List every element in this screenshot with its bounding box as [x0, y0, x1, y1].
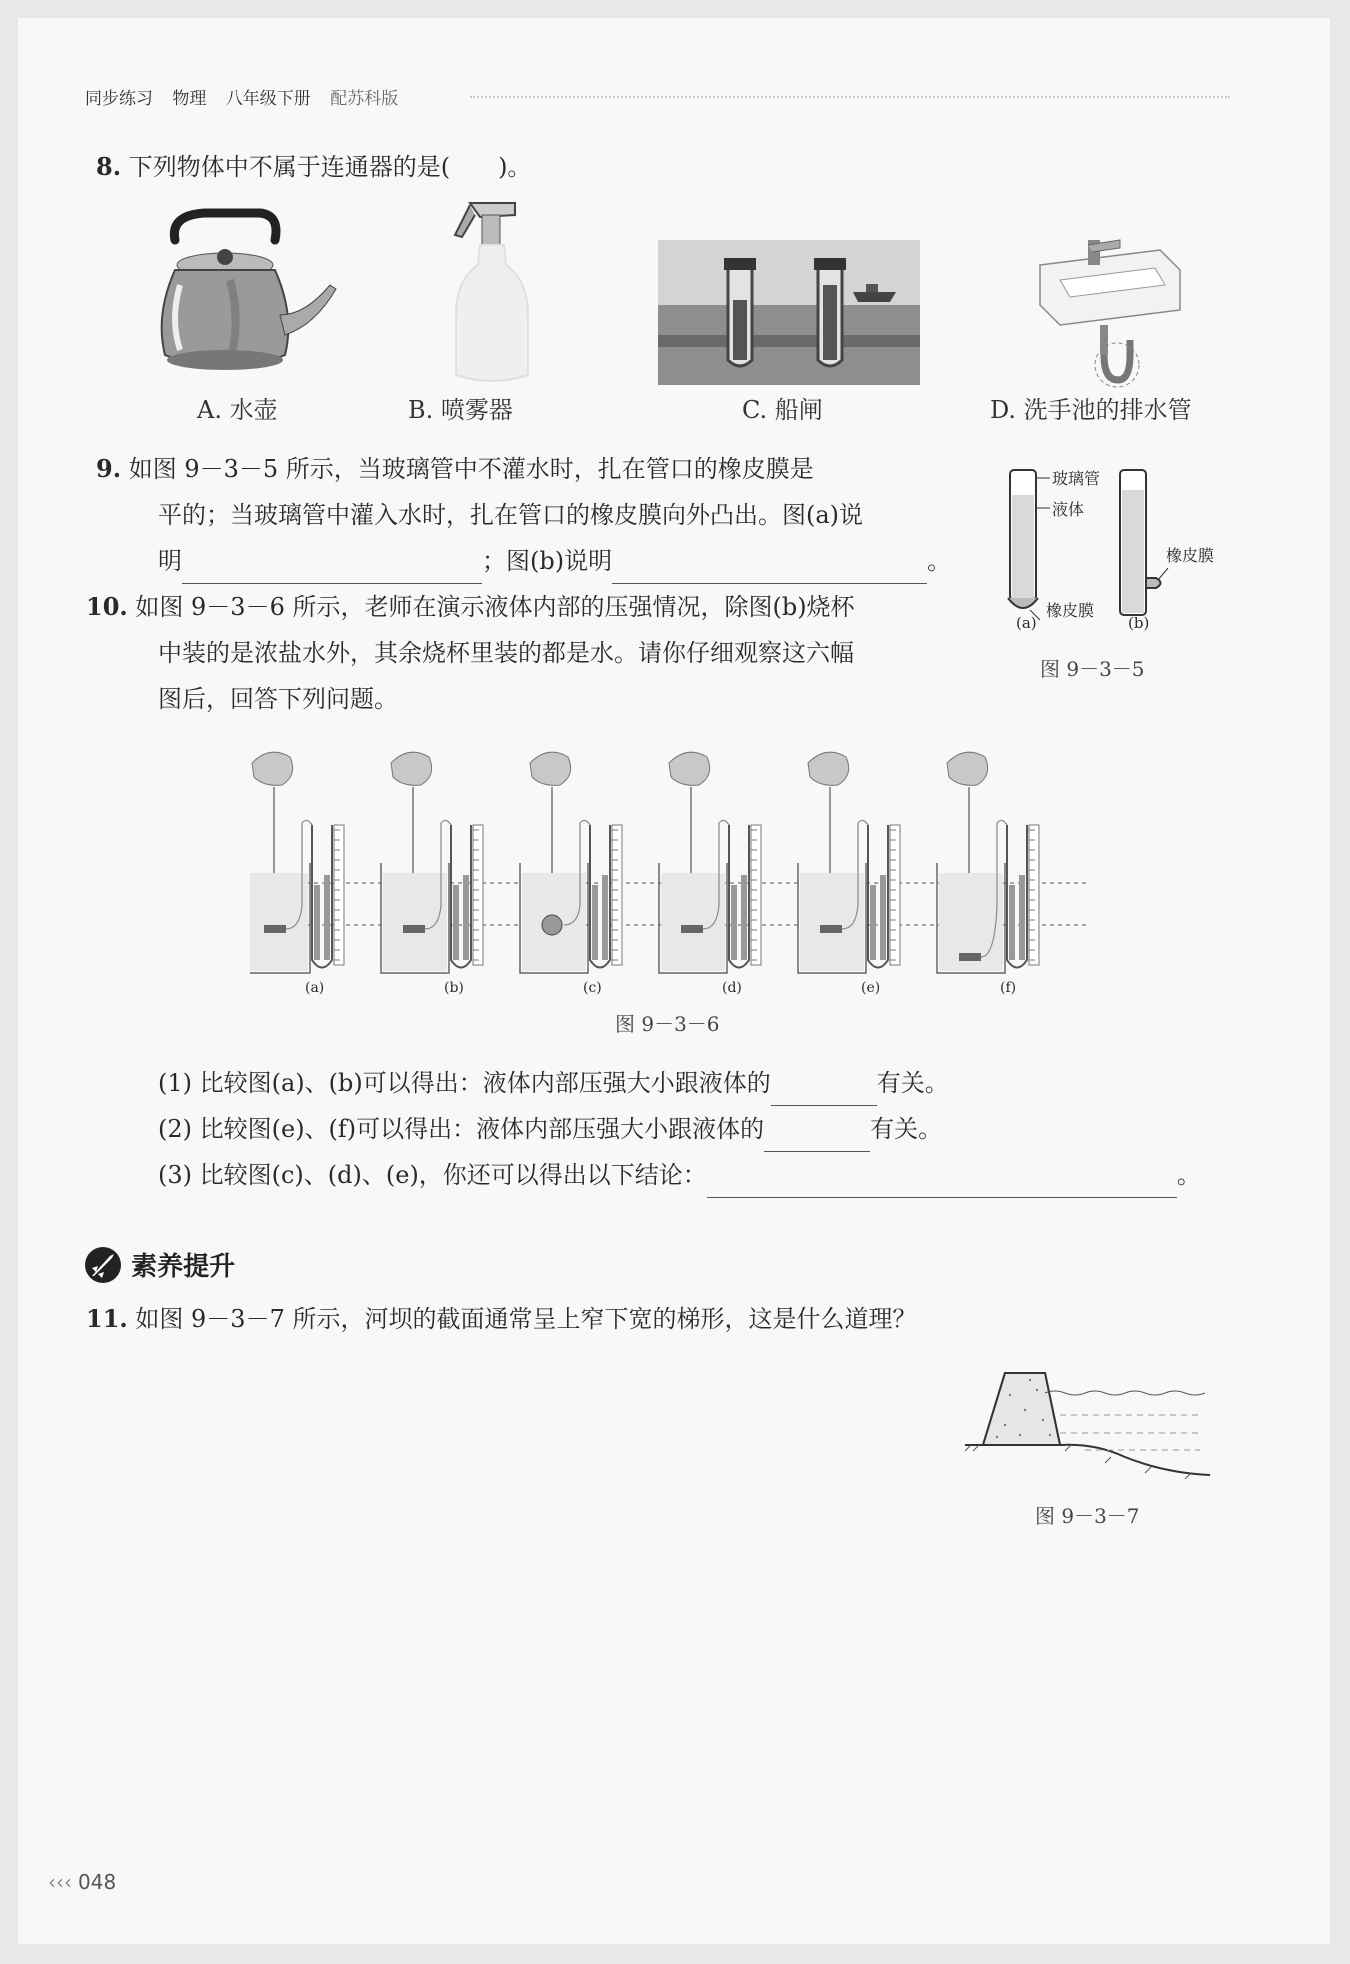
- question-9: [96, 446, 976, 584]
- page-number: 048: [78, 1870, 117, 1894]
- setup-label-b: (b): [444, 980, 464, 996]
- experiment-setup-d: [659, 752, 761, 973]
- experiment-setup-c: [520, 752, 622, 973]
- spray-bottle-image: [420, 195, 540, 390]
- rocket-icon: [84, 1246, 122, 1284]
- ship-lock-image: [658, 240, 920, 385]
- subquestion-2: [158, 1106, 942, 1152]
- tube-label-a: (a): [1016, 614, 1037, 632]
- kettle-image: [150, 205, 340, 390]
- label-rubber-membrane-a: 橡皮膜: [1046, 601, 1095, 620]
- experiment-setup-e: [798, 752, 900, 973]
- question-11-text: 如图 9－3－7 所示，河坝的截面通常呈上窄下宽的梯形，这是什么道理？: [135, 1305, 917, 1333]
- section-heading: [84, 1246, 235, 1287]
- answer-blank-10-1[interactable]: [771, 1075, 877, 1106]
- header-series: 同步练习: [85, 89, 153, 109]
- setup-label-e: (e): [861, 980, 881, 996]
- subquestion-1-end: 有关。: [876, 1069, 949, 1097]
- option-c: C. 船闸: [742, 396, 823, 424]
- subquestion-3-end: 。: [1176, 1161, 1201, 1189]
- question-8-text: 下列物体中不属于连通器的是( )。: [128, 153, 532, 181]
- answer-blank-10-3[interactable]: [707, 1167, 1177, 1198]
- question-10-line1: 如图 9－3－6 所示，老师在演示液体内部的压强情况，除图(b)烧杯: [135, 593, 855, 621]
- label-rubber-membrane-b: 橡皮膜: [1166, 546, 1215, 565]
- experiment-setup-f: [937, 752, 1039, 973]
- subquestion-3-text: (3) 比较图(c)、(d)、(e)，你还可以得出以下结论：: [158, 1161, 707, 1189]
- experiment-setup-b: [381, 752, 483, 973]
- subquestion-2-end: 有关。: [870, 1115, 943, 1143]
- question-8: [96, 144, 531, 190]
- figure-9-3-6-caption: 图 9－3－6: [615, 1012, 720, 1036]
- header-divider: [470, 96, 1230, 98]
- question-9-line3-end: 。: [927, 547, 952, 575]
- question-11: [86, 1296, 916, 1342]
- setup-label-f: (f): [1000, 980, 1017, 996]
- setup-label-d: (d): [722, 980, 742, 996]
- figure-9-3-6-experiment: [250, 745, 1090, 975]
- subquestion-3: [158, 1152, 1201, 1198]
- question-9-number: 9.: [96, 454, 122, 483]
- question-11-number: 11.: [86, 1304, 128, 1333]
- option-d: D. 洗手池的排水管: [990, 396, 1192, 424]
- label-glass-tube: 玻璃管: [1052, 469, 1101, 488]
- label-liquid: 液体: [1052, 500, 1085, 519]
- question-10-line2: 中装的是浓盐水外，其余烧杯里装的都是水。请你仔细观察这六幅: [158, 639, 854, 667]
- answer-blank-9a[interactable]: [182, 553, 482, 584]
- option-b: B. 喷雾器: [408, 396, 513, 424]
- question-10-number: 10.: [86, 592, 128, 621]
- question-8-number: 8.: [96, 152, 122, 181]
- setup-label-a: (a): [305, 980, 325, 996]
- subquestion-1-text: (1) 比较图(a)、(b)可以得出：液体内部压强大小跟液体的: [158, 1069, 771, 1097]
- header-edition: 配苏科版: [330, 89, 399, 109]
- header-grade: 八年级下册: [225, 89, 311, 109]
- question-10-line3: 图后，回答下列问题。: [158, 685, 398, 713]
- figure-9-3-5-caption: 图 9－3－5: [1040, 657, 1145, 681]
- section-title: 素养提升: [131, 1252, 236, 1282]
- sink-drain-image: [1030, 230, 1190, 395]
- figure-9-3-7-dam: [965, 1365, 1215, 1480]
- page-arrows: ‹‹‹: [48, 1870, 72, 1894]
- subquestion-1: [158, 1060, 949, 1106]
- question-9-line3-a: 明: [158, 547, 182, 575]
- question-9-line2: 平的；当玻璃管中灌入水时，扎在管口的橡皮膜向外凸出。图(a)说: [158, 501, 864, 529]
- question-9-line3-b: ；图(b)说明: [482, 547, 613, 575]
- page-header: [85, 84, 412, 109]
- page-footer: [48, 1870, 116, 1894]
- subquestion-2-text: (2) 比较图(e)、(f)可以得出：液体内部压强大小跟液体的: [158, 1115, 765, 1143]
- figure-9-3-7-caption: 图 9－3－7: [1035, 1504, 1140, 1528]
- option-a: A. 水壶: [197, 396, 278, 424]
- tube-label-b: (b): [1128, 614, 1150, 632]
- header-subject: 物理: [172, 89, 207, 109]
- setup-label-c: (c): [583, 980, 602, 996]
- answer-blank-10-2[interactable]: [764, 1121, 870, 1152]
- question-10: [86, 584, 976, 722]
- answer-blank-9b[interactable]: [612, 553, 927, 584]
- experiment-setup-a: [250, 752, 344, 973]
- question-9-line1: 如图 9－3－5 所示，当玻璃管中不灌水时，扎在管口的橡皮膜是: [128, 455, 814, 483]
